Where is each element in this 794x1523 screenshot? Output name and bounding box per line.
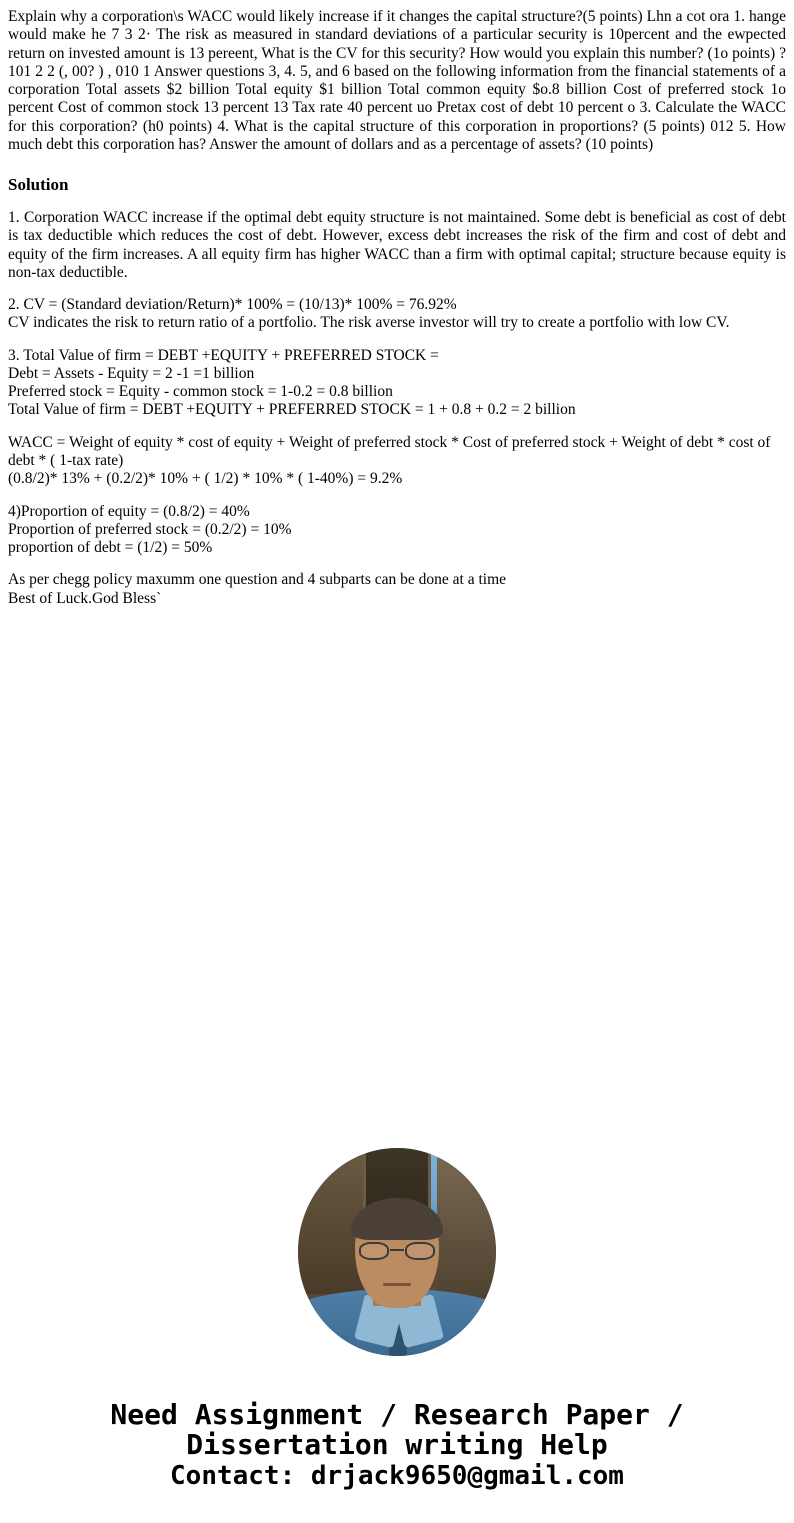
avatar-glasses-left-lens [359, 1242, 389, 1261]
answer-4-line-1: 4)Proportion of equity = (0.8/2) = 40% [8, 502, 250, 520]
avatar [298, 1148, 496, 1356]
avatar-background-wall-right [437, 1148, 496, 1298]
solution-heading: Solution [8, 175, 69, 195]
answer-2-line-1: 2. CV = (Standard deviation/Return)* 100% = (10/13)* 100% = 76.92% [8, 296, 457, 314]
wacc-formula-line: WACC = Weight of equity * cost of equity + Weight of preferred stock * Cost of preferred stock + Weight of debt * cost of debt * ( 1-tax rate) [8, 433, 775, 470]
closing-block [8, 571, 786, 608]
wacc-calculation-line: (0.8/2)* 13% + (0.2/2)* 10% + ( 1/2) * 10% * ( 1-40%) = 9.2% [8, 470, 403, 488]
wacc-formula-block [8, 434, 786, 489]
footer-headline: Need Assignment / Research Paper / Dissertation writing Help [110, 1398, 684, 1461]
avatar-glasses-right-lens [405, 1242, 435, 1261]
answer-4-block [8, 503, 786, 558]
avatar-glasses-bridge [390, 1249, 404, 1251]
answer-3-line-1: 3. Total Value of firm = DEBT +EQUITY + PREFERRED STOCK = [8, 346, 439, 364]
answer-2-block [8, 296, 786, 333]
closing-wish-line: Best of Luck.God Bless` [8, 589, 162, 607]
answer-2-line-2: CV indicates the risk to return ratio of a portfolio. The risk averse investor will try to create a portfolio with low CV. [8, 314, 730, 332]
answer-3-line-3: Preferred stock = Equity - common stock = 1-0.2 = 0.8 billion [8, 383, 393, 401]
avatar-mouth [383, 1283, 411, 1286]
answer-3-line-2: Debt = Assets - Equity = 2 -1 =1 billion [8, 364, 255, 382]
question-text: Explain why a corporation\s WACC would likely increase if it changes the capital structure?(5 points) Lhn a cot ora 1. hange would make he 7 3 2· The risk as measured in standard deviations of a particular security is 10percent and the ewpected return on invested amount is 13 pereent, What is the CV for this security? How would you explain this number? (1o points) ? 101 2 2 (, 00? ) , 010 1 Answer questions 3, 4. 5, and 6 based on the following information from the financial statements of a corporation Total assets $2 billion Total equity $1 billion Total common equity $o.8 billion Cost of preferred stock 1o percent Cost of common stock 13 percent 13 Tax rate 40 percent uo Pretax cost of debt 10 percent o 3. Calculate the WACC for this corporation? (h0 points) 4. What is the capital structure of this corporation in proportions? (5 points) 012 5. How much debt this corporation has? Answer the amount of dollars and as a percentage of assets? (10 points) [8, 8, 786, 153]
answer-3-line-4: Total Value of firm = DEBT +EQUITY + PREFERRED STOCK = 1 + 0.8 + 0.2 = 2 billion [8, 401, 576, 419]
avatar-container [0, 1148, 794, 1356]
footer-contact-email: Contact: drjack9650@gmail.com [170, 1460, 624, 1491]
answer-3-block [8, 347, 786, 420]
whitespace-spacer [8, 622, 786, 1122]
footer-contact [0, 1400, 794, 1492]
closing-policy-line: As per chegg policy maxumm one question and 4 subparts can be done at a time [8, 571, 507, 589]
answer-4-line-3: proportion of debt = (1/2) = 50% [8, 539, 213, 557]
answer-1-paragraph: 1. Corporation WACC increase if the optimal debt equity structure is not maintained. Some debt is beneficial as cost of debt is tax deductible which reduces the cost of debt. However, excess debt increases the risk of the firm and cost of debt and equity of the firm increases. A all equity firm has higher WACC than a firm with optimal capital; structure because equity is non-tax deductible. [8, 208, 786, 281]
answer-4-line-2: Proportion of preferred stock = (0.2/2) = 10% [8, 520, 292, 538]
